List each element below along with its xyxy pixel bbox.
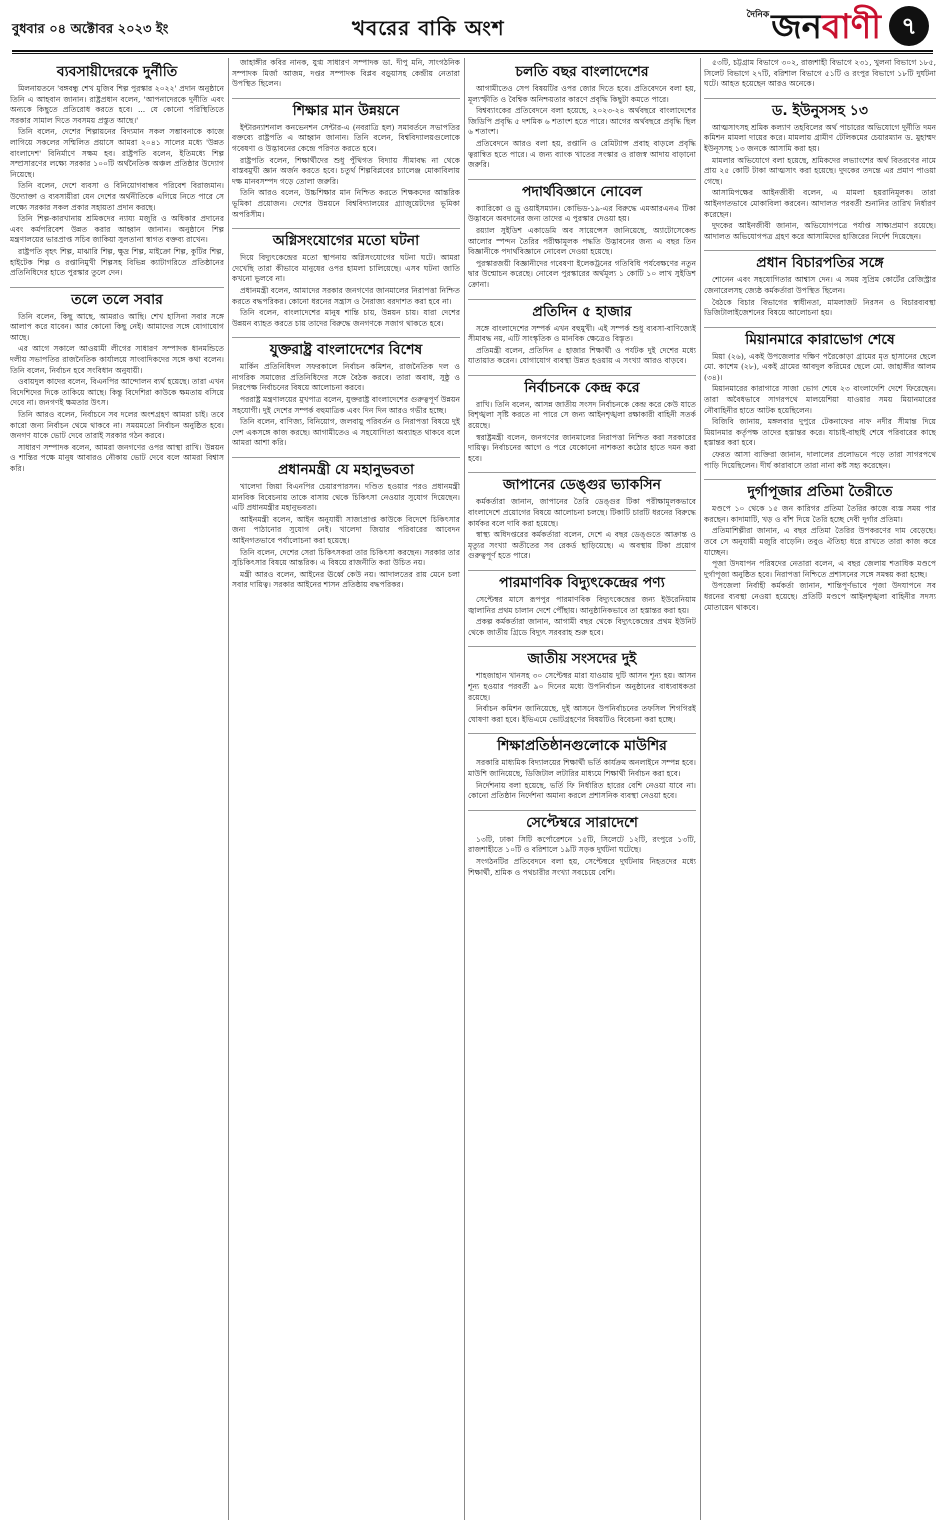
story-body bbox=[468, 400, 696, 465]
story-paragraph: তিনি বলেন, বাণিজ্য, বিনিয়োগ, জলবায়ু পরিবর্তন ও নিরাপত্তা বিষয়ে দুই দেশ একসঙ্গে কাজ করছে। আগামীতেও এ সহযোগিতা অব্যাহত থাকবে বলে আমরা আশা করি। bbox=[232, 417, 460, 448]
column-2 bbox=[232, 58, 460, 1520]
story-paragraph: তিনি বলেন, কিছু আছে, আমরাও আছি। শেখ হাসিনা সবার সঙ্গে আলাপ করে যাবেন। আর কোনো কিছু নেই। আমাদের সঙ্গে যোগাযোগ আছে। bbox=[10, 311, 224, 342]
column-divider bbox=[464, 58, 465, 1520]
column-divider bbox=[700, 58, 701, 1520]
news-story bbox=[704, 479, 936, 613]
logo-prefix: দৈনিক bbox=[746, 10, 770, 20]
news-story bbox=[10, 287, 224, 475]
story-headline[interactable]: নির্বাচনকে কেন্দ্র করে bbox=[468, 375, 696, 397]
story-body bbox=[468, 324, 696, 367]
story-paragraph: বিশ্বব্যাংকের প্রতিবেদনে বলা হয়েছে, ২০২৩-২৪ অর্থবছরে বাংলাদেশের জিডিপি প্রবৃদ্ধি ৫ দশমিক ৬ শতাংশ হতে পারে। আগের অর্থবছরে প্রবৃদ্ধি ছিল ৬ শতাংশ। bbox=[468, 106, 696, 137]
news-story bbox=[10, 60, 224, 279]
story-body bbox=[468, 84, 696, 171]
news-story bbox=[704, 98, 936, 243]
story-paragraph: আগামীতেও সেপ বিষয়টির ওপর জোর দিতে হবে। প্রতিবেদনে বলা হয়, মূল্যস্ফীতি ও বৈশ্বিক অনিশ্চয়তার কারণে প্রবৃদ্ধি কিছুটা কমতে পারে। bbox=[468, 84, 696, 104]
news-story bbox=[468, 646, 696, 725]
story-headline[interactable]: পারমাণবিক বিদ্যুৎকেন্দ্রের পণ্য bbox=[468, 570, 696, 592]
page-number: ৭ bbox=[889, 6, 929, 46]
story-paragraph: নির্দেশনায় বলা হয়েছে, ভর্তি ফি নির্ধারিত হারের বেশি নেওয়া যাবে না। কোনো প্রতিষ্ঠান নির্দেশনা অমান্য করলে প্রশাসনিক ব্যবস্থা নেওয়া হবে। bbox=[468, 780, 696, 801]
news-story bbox=[232, 58, 460, 90]
story-paragraph: ১৩টি, ঢাকা সিটি কর্পোরেশনে ১৫টি, সিলেটে ১২টি, রংপুরে ১৩টি, রাজশাহীতে ১০টি ও বরিশালে ১৯টি সড়ক দুর্ঘটনা ঘটেছে। bbox=[468, 834, 696, 855]
column-divider bbox=[228, 58, 229, 1520]
story-body bbox=[704, 58, 936, 90]
story-headline[interactable]: অগ্নিসংযোগের মতো ঘটনা bbox=[232, 228, 460, 250]
story-paragraph: জাহাঙ্গীর কবির নানক, যুগ্ম সাধারণ সম্পাদক ডা. দীপু মনি, সাংগঠনিক সম্পাদক মির্জা আজম, দপ্তর সম্পাদক বিপ্লব বড়ুয়াসহ কেন্দ্রীয় নেতারা উপস্থিত ছিলেন। bbox=[232, 58, 460, 89]
logo-part-2: বাণী bbox=[821, 7, 881, 47]
story-paragraph: মিয়া (২৬), একই উপজেলার দক্ষিণ পরৈকোড়া গ্রামের মৃত হাসানের ছেলে মো. কাশেম (২৮), একই গ্রামের আবদুল করিমের ছেলে মো. জাহাঙ্গীর আলম (৩৪)। bbox=[704, 351, 936, 382]
news-story bbox=[704, 58, 936, 90]
story-body bbox=[704, 123, 936, 243]
story-paragraph: ওবায়দুল কাদের বলেন, বিএনপির আন্দোলন ব্যর্থ হয়েছে। তারা এখন বিদেশিদের দিকে তাকিয়ে আছে। কিন্তু বিদেশিরা কাউকে ক্ষমতায় বসিয়ে দেবে না। জনগণই ক্ষমতার উৎস। bbox=[10, 377, 224, 408]
news-story bbox=[232, 337, 460, 449]
story-body bbox=[232, 362, 460, 449]
story-paragraph: তিনি বলেন, দেশে ব্যবসা ও বিনিয়োগবান্ধব পরিবেশ বিরাজমান। উদ্যোক্তা ও ব্যবসায়ীরা যেন দেশের অর্থনীতিকে এগিয়ে নিতে পারে সে লক্ষ্যে সরকার সকল প্রকার সহায়তা প্রদান করছে। bbox=[10, 181, 224, 212]
news-story bbox=[232, 98, 460, 220]
masthead-rule bbox=[12, 50, 933, 52]
story-paragraph: আইনমন্ত্রী বলেন, আইন অনুযায়ী সাজাপ্রাপ্ত কাউকে বিদেশে চিকিৎসার জন্য পাঠানোর সুযোগ নেই। খালেদা জিয়ার পরিবারের আবেদন আইনগতভাবে পর্যালোচনা করা হয়েছে। bbox=[232, 514, 460, 545]
story-paragraph: প্রকল্প কর্মকর্তারা জানান, আগামী বছর থেকে বিদ্যুৎকেন্দ্রের প্রথম ইউনিট থেকে জাতীয় গ্রিডে বিদ্যুৎ সরবরাহ শুরু হবে। bbox=[468, 617, 696, 637]
story-headline[interactable]: প্রতিদিন ৫ হাজার bbox=[468, 299, 696, 321]
issue-date: বুধবার ০৪ অক্টোবর ২০২৩ ইং bbox=[12, 22, 169, 37]
story-paragraph: মন্ত্রী আরও বলেন, আইনের ঊর্ধ্বে কেউ নয়। আদালতের রায় মেনে চলা সবার দায়িত্ব। সরকার আইনের শাসন প্রতিষ্ঠায় বদ্ধপরিকর। bbox=[232, 569, 460, 590]
story-paragraph: মিলনায়তনে 'বঙ্গবন্ধু শেখ মুজিব শিল্প পুরস্কার ২০২২' প্রদান অনুষ্ঠানে তিনি এ আহবান জানান। রাষ্ট্রপ্রধান বলেন, 'আপনাদেরকে দুর্নীতি এবং অন্যকে কিছুতে প্রতিরোধ করতে হবে। ... যে কোনো পরিস্থিতিতে সরকার সামাল দিতে সবসময় প্রস্তুত আছে।' bbox=[10, 84, 224, 125]
story-headline[interactable]: জাপানের ডেঙ্গুর ভ্যাকসিন bbox=[468, 472, 696, 494]
story-body bbox=[468, 835, 696, 878]
logo-part-1: জন bbox=[771, 7, 822, 47]
story-paragraph: নির্বাচন কমিশন জানিয়েছে, দুই আসনে উপনির্বাচনের তফসিল শিগগিরই ঘোষণা করা হবে। ইভিএমে ভোটগ্রহণের বিষয়টিও বিবেচনা করা হচ্ছে। bbox=[468, 704, 696, 724]
story-paragraph: তিনি বলেন, দেশের সেরা চিকিৎসকরা তার চিকিৎসা করছেন। সরকার তার সুচিকিৎসার বিষয়ে আন্তরিক। এ বিষয়ে রাজনীতি করা উচিত নয়। bbox=[232, 547, 460, 568]
story-body bbox=[468, 204, 696, 291]
news-story bbox=[704, 327, 936, 472]
news-story bbox=[232, 228, 460, 329]
story-paragraph: প্রতিমন্ত্রী বলেন, প্রতিদিন ৫ হাজার শিক্ষার্থী ও পর্যটক দুই দেশের মধ্যে যাতায়াত করেন। যোগাযোগ ব্যবস্থা উন্নত হওয়ায় এ সংখ্যা আরও বাড়বে। bbox=[468, 345, 696, 366]
news-story bbox=[232, 457, 460, 591]
story-paragraph: আসামিপক্ষের আইনজীবী বলেন, এ মামলা হয়রানিমূলক। তারা আইনগতভাবে মোকাবিলা করবেন। আদালত পরবর্তী শুনানির তারিখ নির্ধারণ করেছেন। bbox=[704, 188, 936, 219]
story-paragraph: দিয়ে বিদ্যুৎকেন্দ্রের মতো স্থাপনায় অগ্নিসংযোগের ঘটনা ঘটে। আমরা দেখেছি তারা কীভাবে মানুষের ওপর হামলা চালিয়েছে। এসব ঘটনা জাতি কখনো ভুলবে না। bbox=[232, 253, 460, 284]
story-paragraph: রাখি। তিনি বলেন, আসন্ন জাতীয় সংসদ নির্বাচনকে কেন্দ্র করে কেউ যাতে বিশৃঙ্খলা সৃষ্টি করতে না পারে সে জন্য আইনশৃঙ্খলা রক্ষাকারী বাহিনী সতর্ক রয়েছে। bbox=[468, 399, 696, 431]
story-paragraph: সেপ্টেম্বর মাসে রূপপুর পারমাণবিক বিদ্যুৎকেন্দ্রের জন্য ইউরেনিয়াম জ্বালানির প্রথম চালান দেশে পৌঁছায়। আনুষ্ঠানিকভাবে তা হস্তান্তর করা হয়। bbox=[468, 595, 696, 615]
story-paragraph: পূজা উদযাপন পরিষদের নেতারা বলেন, এ বছর জেলায় শতাধিক মণ্ডপে দুর্গাপূজা অনুষ্ঠিত হবে। নিরাপত্তা নিশ্চিতে প্রশাসনের সঙ্গে সমন্বয় করা হচ্ছে। bbox=[704, 559, 936, 579]
column-3 bbox=[468, 58, 696, 1520]
story-body bbox=[232, 58, 460, 90]
story-body bbox=[10, 312, 224, 475]
story-headline[interactable]: তলে তলে সবার bbox=[10, 287, 224, 309]
story-headline[interactable]: ব্যবসায়ীদেরকে দুর্নীতি bbox=[56, 64, 178, 80]
story-paragraph: ইন্টারন্যাশনাল কনভেনশন সেন্টার-এ (নবরাত্রি হল) সমাবর্তনে সভাপতির বক্তব্যে রাষ্ট্রপতি এ আহ্বান জানান। তিনি বলেন, বিশ্ববিদ্যালয়গুলোকে গবেষণা ও উদ্ভাবনের কেন্দ্রে পরিণত করতে হবে। bbox=[232, 122, 460, 153]
story-headline[interactable]: সেপ্টেম্বরে সারাদেশে bbox=[468, 810, 696, 832]
story-body bbox=[10, 84, 224, 279]
story-headline[interactable]: শিক্ষাপ্রতিষ্ঠানগুলোকে মাউশির bbox=[468, 733, 696, 755]
story-paragraph: শাহজাহান খানসহ ৩০ সেপ্টেম্বর মারা যাওয়ায় দুটি আসন শূন্য হয়। আসন শূন্য হওয়ার পরবর্তী ৯০ দিনের মধ্যে উপনির্বাচন অনুষ্ঠানের বাধ্যবাধকতা রয়েছে। bbox=[468, 671, 696, 702]
story-paragraph: স্বাস্থ্য অধিদপ্তরের কর্মকর্তারা বলেন, দেশে এ বছর ডেঙ্গুতে আক্রান্ত ও মৃত্যুর সংখ্যা অতীতের সব রেকর্ড ছাড়িয়েছে। এ অবস্থায় টিকা প্রয়োগ গুরুত্বপূর্ণ হতে পারে। bbox=[468, 530, 696, 561]
story-paragraph: স্বরাষ্ট্রমন্ত্রী বলেন, জনগণের জানমালের নিরাপত্তা নিশ্চিত করা সরকারের দায়িত্ব। নির্বাচনের আগে ও পরে যেকোনো নাশকতা কঠোর হাতে দমন করা হবে। bbox=[468, 432, 696, 463]
story-headline[interactable]: প্রধান বিচারপতির সঙ্গে bbox=[704, 250, 936, 272]
column-4 bbox=[704, 58, 936, 1520]
story-paragraph: মণ্ডপে ১০ থেকে ১৫ জন কারিগর প্রতিমা তৈরির কাজে ব্যস্ত সময় পার করছেন। কাদামাটি, খড় ও বাঁশ দিয়ে তৈরি হচ্ছে দেবী দুর্গার প্রতিমা। bbox=[704, 504, 936, 524]
story-body bbox=[704, 275, 936, 318]
story-headline[interactable]: জাতীয় সংসদের দুই bbox=[468, 646, 696, 668]
story-paragraph: এর আগে সকালে আওয়ামী লীগের সাধারণ সম্পাদক ধানমন্ডিতে দলীয় সভাপতির রাজনৈতিক কার্যালয়ে সাংবাদিকদের সঙ্গে কথা বলেন। তিনি বলেন, নির্বাচন হবে সংবিধান অনুযায়ী। bbox=[10, 344, 224, 375]
story-paragraph: বৈঠকে বিচার বিভাগের স্বাধীনতা, মামলাজট নিরসন ও বিচারব্যবস্থা ডিজিটালাইজেশনের বিষয়ে আলোচনা হয়। bbox=[704, 297, 936, 318]
news-story bbox=[468, 810, 696, 878]
news-story bbox=[704, 250, 936, 318]
story-paragraph: দুদকের আইনজীবী জানান, অভিযোগপত্রে পর্যাপ্ত সাক্ষ্যপ্রমাণ রয়েছে। আদালত অভিযোগপত্র গ্রহণ করে আসামিদের হাজিরের নির্দেশ দিয়েছেন। bbox=[704, 221, 936, 241]
story-paragraph: রাষ্ট্রপতি বৃহৎ শিল্প, মাঝারি শিল্প, ক্ষুদ্র শিল্প, মাইক্রো শিল্প, কুটির শিল্প, হাইটেক শিল্প ও রপ্তানিমুখী শিল্পসহ বিভিন্ন ক্যাটাগরিতে প্রতিষ্ঠানের প্রতিনিধিদের হাতে পুরস্কার তুলে দেন। bbox=[10, 246, 224, 278]
news-story bbox=[468, 375, 696, 465]
news-story bbox=[468, 472, 696, 562]
story-paragraph: ফেরত আসা ব্যক্তিরা জানান, দালালের প্রলোভনে পড়ে তারা সাগরপথে পাড়ি দিয়েছিলেন। দীর্ঘ কারাবাসে তারা নানা কষ্ট সহ্য করেছেন। bbox=[704, 450, 936, 470]
story-paragraph: সরকারি মাধ্যমিক বিদ্যালয়ের শিক্ষার্থী ভর্তি কার্যক্রম অনলাইনে সম্পন্ন হবে। মাউশি জানিয়েছে, ডিজিটাল লটারির মাধ্যমে শিক্ষার্থী নির্বাচন করা হবে। bbox=[468, 758, 696, 778]
story-paragraph: আত্মসাৎসহ শ্রমিক কল্যাণ তহবিলের অর্থ পাচারের অভিযোগে দুর্নীতি দমন কমিশন মামলা দায়ের করে। মামলায় গ্রামীণ টেলিকমের চেয়ারম্যান ড. মুহাম্মদ ইউনূসসহ ১৩ জনকে আসামি করা হয়। bbox=[704, 122, 936, 153]
masthead bbox=[12, 6, 933, 50]
story-paragraph: ৫৩টি, চট্টগ্রাম বিভাগে ৩০২, রাজশাহী বিভাগে ২৩১, খুলনা বিভাগে ১৮৫, সিলেট বিভাগে ২৭টি, বরিশাল বিভাগে ৫১টি ও রংপুর বিভাগে ১৮টি দুর্ঘটনা ঘটে। আহত হয়েছেন আরও অনেকে। bbox=[704, 58, 936, 89]
story-paragraph: প্রধানমন্ত্রী বলেন, আমাদের সরকার জনগণের জানমালের নিরাপত্তা নিশ্চিত করতে বদ্ধপরিকর। কোনো ধরনের সন্ত্রাস ও নৈরাজ্য বরদাশত করা হবে না। bbox=[232, 285, 460, 306]
story-paragraph: সাধারণ সম্পাদক বলেন, আমরা জনগণের ওপর আস্থা রাখি। উন্নয়ন ও শান্তির পক্ষে মানুষ আবারও নৌকায় ভোট দেবে বলে আমরা বিশ্বাস করি। bbox=[10, 442, 224, 473]
story-body bbox=[704, 504, 936, 613]
story-headline[interactable]: মিয়ানমারে কারাভোগ শেষে bbox=[704, 327, 936, 349]
story-paragraph: শোনেন এবং সহযোগিতার আশ্বাস দেন। এ সময় সুপ্রিম কোর্টের রেজিস্ট্রার জেনারেলসহ জ্যেষ্ঠ কর্মকর্তারা উপস্থিত ছিলেন। bbox=[704, 275, 936, 295]
story-paragraph: পুরস্কারজয়ী বিজ্ঞানীদের গবেষণা ইলেকট্রনের গতিবিধি পর্যবেক্ষণের নতুন দ্বার উন্মোচন করেছে। নোবেল পুরস্কারের অর্থমূল্য ১ কোটি ১০ লাখ সুইডিশ ক্রোনা। bbox=[468, 258, 696, 289]
news-story bbox=[468, 299, 696, 367]
story-body bbox=[468, 758, 696, 801]
story-headline[interactable]: দুর্গাপূজার প্রতিমা তৈরীতে bbox=[704, 479, 936, 501]
story-paragraph: মার্কিন প্রতিনিধিদল সফরকালে নির্বাচন কমিশন, রাজনৈতিক দল ও নাগরিক সমাজের প্রতিনিধিদের সঙ্গে বৈঠক করবে। তারা অবাধ, সুষ্ঠু ও নিরপেক্ষ নির্বাচনের বিষয়ে আলোচনা করবে। bbox=[232, 362, 460, 393]
newspaper-logo bbox=[747, 6, 881, 46]
story-paragraph: তিনি বলেন, বাংলাদেশের মানুষ শান্তি চায়, উন্নয়ন চায়। যারা দেশের উন্নয়ন ব্যাহত করতে চায় তাদের বিরুদ্ধে জনগণকে সজাগ থাকতে হবে। bbox=[232, 308, 460, 328]
story-headline[interactable]: ড. ইউনুসসহ ১৩ bbox=[704, 98, 936, 120]
story-headline[interactable]: যুক্তরাষ্ট্র বাংলাদেশের বিশেষ bbox=[232, 337, 460, 359]
story-body bbox=[232, 482, 460, 591]
story-paragraph: সঙ্গে বাংলাদেশের সম্পর্ক এখন বহুমুখী। এই সম্পর্ক শুধু ব্যবসা-বাণিজ্যেই সীমাবদ্ধ নয়, এটি সাংস্কৃতিক ও মানবিক ক্ষেত্রেও বিস্তৃত। bbox=[468, 323, 696, 344]
news-story bbox=[468, 733, 696, 801]
story-paragraph: খালেদা জিয়া বিএনপির চেয়ারপারসন। দণ্ডিত হওয়ার পরও প্রধানমন্ত্রী মানবিক বিবেচনায় তাকে বাসায় থেকে চিকিৎসা নেওয়ার সুযোগ দিয়েছেন। এটি প্রধানমন্ত্রীর মহানুভবতা। bbox=[232, 482, 460, 513]
story-headline[interactable]: প্রধানমন্ত্রী যে মহানুভবতা bbox=[232, 457, 460, 479]
story-paragraph: রাষ্ট্রপতি বলেন, শিক্ষার্থীদের শুধু পুঁথিগত বিদ্যায় সীমাবদ্ধ না থেকে বাস্তবমুখী জ্ঞান অর্জন করতে হবে। চতুর্থ শিল্পবিপ্লবের চ্যালেঞ্জ মোকাবিলায় দক্ষ মানবসম্পদ গড়ে তোলা জরুরি। bbox=[232, 155, 460, 186]
story-paragraph: পররাষ্ট্র মন্ত্রণালয়ের মুখপাত্র বলেন, যুক্তরাষ্ট্র বাংলাদেশের গুরুত্বপূর্ণ উন্নয়ন সহযোগী। দুই দেশের সম্পর্ক বহুমাত্রিক এবং দিন দিন আরও গভীর হচ্ছে। bbox=[232, 395, 460, 415]
story-paragraph: কর্মকর্তারা জানান, জাপানের তৈরি ডেঙ্গুর টিকা পরীক্ষামূলকভাবে বাংলাদেশে প্রয়োগের বিষয়ে আলোচনা চলছে। টিকাটি চারটি ধরনের বিরুদ্ধে কার্যকর বলে দাবি করা হয়েছে। bbox=[468, 497, 696, 528]
story-paragraph: তিনি আরও বলেন, উচ্চশিক্ষার মান নিশ্চিত করতে শিক্ষকদের আন্তরিক ভূমিকা প্রয়োজন। দেশের উন্নয়নে বিশ্ববিদ্যালয়ের গ্র্যাজুয়েটদের ভূমিকা অপরিসীম। bbox=[232, 188, 460, 219]
story-headline[interactable]: চলতি বছর বাংলাদেশের bbox=[515, 64, 649, 80]
story-paragraph: উপজেলা নির্বাহী কর্মকর্তা জানান, শান্তিপূর্ণভাবে পূজা উদযাপনে সব ধরনের ব্যবস্থা নেওয়া হয়েছে। প্রতিটি মণ্ডপে আইনশৃঙ্খলা বাহিনীর সদস্য মোতায়েন থাকবে। bbox=[704, 581, 936, 612]
story-body bbox=[468, 671, 696, 725]
story-paragraph: তিনি আরও বলেন, নির্বাচনে সব দলের অংশগ্রহণ আমরা চাই। তবে কারো জন্য নির্বাচন থেমে থাকবে না। সময়মতো নির্বাচন অনুষ্ঠিত হবে। জনগণ যাকে ভোট দেবে তারাই সরকার গঠন করবে। bbox=[10, 410, 224, 441]
story-body bbox=[468, 497, 696, 562]
story-paragraph: প্রতিমাশিল্পীরা জানান, এ বছর প্রতিমা তৈরির উপকরণের দাম বেড়েছে। তবে সে অনুযায়ী মজুরি বাড়েনি। তবুও ঐতিহ্য ধরে রাখতে তারা কাজ করে যাচ্ছেন। bbox=[704, 526, 936, 557]
column-1 bbox=[10, 58, 224, 1520]
news-story bbox=[468, 60, 696, 171]
news-story bbox=[468, 179, 696, 291]
story-paragraph: সংগঠনটির প্রতিবেদনে বলা হয়, সেপ্টেম্বরে দুর্ঘটনায় নিহতদের মধ্যে শিক্ষার্থী, শ্রমিক ও পথচারীর সংখ্যা সবচেয়ে বেশি। bbox=[468, 856, 696, 877]
story-headline[interactable]: পদার্থবিজ্ঞানে নোবেল bbox=[468, 179, 696, 201]
story-body bbox=[232, 253, 460, 329]
story-paragraph: তিনি বলেন, দেশের শিল্পায়নের বিদ্যমান সকল সম্ভাবনাকে কাজে লাগিয়ে সকলের সম্মিলিত প্রয়াসে আমরা ২০৪১ সালের মধ্যে 'উন্নত বাংলাদেশ' বিনির্মাণে সক্ষম হব। রাষ্ট্রপতি বলেন, ইতিমধ্যে শিল্প সম্প্রসারণের লক্ষ্যে সরকার ১০০টি অর্থনৈতিক অঞ্চল প্রতিষ্ঠার উদ্যোগ নিয়েছে। bbox=[10, 127, 224, 179]
news-story bbox=[468, 570, 696, 638]
story-paragraph: রয়্যাল সুইডিশ একাডেমি অব সায়েন্সেস জানিয়েছে, অ্যাটোসেকেন্ড আলোর স্পন্দন তৈরির পরীক্ষামূলক পদ্ধতি উদ্ভাবনের জন্য এ বছর তিন বিজ্ঞানীকে পদার্থবিজ্ঞানে নোবেল দেওয়া হয়েছে। bbox=[468, 225, 696, 257]
story-headline[interactable]: শিক্ষার মান উন্নয়নে bbox=[232, 98, 460, 120]
story-body bbox=[232, 123, 460, 220]
story-paragraph: ক্যারিকো ও ড্রু ওয়াইসম্যান। কোভিড-১৯-এর বিরুদ্ধে এমআরএনএ টিকা উদ্ভাবনে অবদানের জন্য তাদের এ পুরস্কার দেওয়া হয়। bbox=[468, 203, 696, 224]
story-paragraph: প্রতিবেদনে আরও বলা হয়, রপ্তানি ও রেমিট্যান্স প্রবাহ বাড়লে প্রবৃদ্ধি ত্বরান্বিত হতে পারে। এ জন্য ব্যাংক খাতের সংস্কার ও রাজস্ব আদায় বাড়ানো জরুরি। bbox=[468, 138, 696, 170]
story-paragraph: মিয়ানমারের কারাগারে সাজা ভোগ শেষে ২৩ বাংলাদেশি দেশে ফিরেছেন। তারা অবৈধভাবে সাগরপথে মালয়েশিয়া যাওয়ার সময় মিয়ানমারের নৌবাহিনীর হাতে আটক হয়েছিলেন। bbox=[704, 384, 936, 415]
story-paragraph: বিজিবি জানায়, মঙ্গলবার দুপুরে টেকনাফের নাফ নদীর সীমান্ত দিয়ে মিয়ানমার কর্তৃপক্ষ তাদের হস্তান্তর করে। যাচাই-বাছাই শেষে পরিবারের কাছে হস্তান্তর করা হবে। bbox=[704, 417, 936, 448]
story-body bbox=[704, 352, 936, 472]
story-body bbox=[468, 595, 696, 638]
section-title: খবরের বাকি অংশ bbox=[352, 16, 505, 40]
story-paragraph: তিনি শিল্প-কারখানায় শ্রমিকদের ন্যায্য মজুরি ও অধিকার প্রদানের এবং কর্মপরিবেশ উন্নত করার আহ্বান জানান। অনুষ্ঠানে শিল্প মন্ত্রণালয়ের ভারপ্রাপ্ত সচিব জাকিয়া সুলতানা স্বাগত বক্তব্য রাখেন। bbox=[10, 214, 224, 245]
story-paragraph: মামলার অভিযোগে বলা হয়েছে, শ্রমিকদের লভ্যাংশের অর্থ বিতরণের নামে প্রায় ২৫ কোটি টাকা আত্মসাৎ করা হয়েছে। দুদকের তদন্তে এর প্রমাণ পাওয়া গেছে। bbox=[704, 155, 936, 186]
masthead-rule-thin bbox=[12, 53, 933, 54]
